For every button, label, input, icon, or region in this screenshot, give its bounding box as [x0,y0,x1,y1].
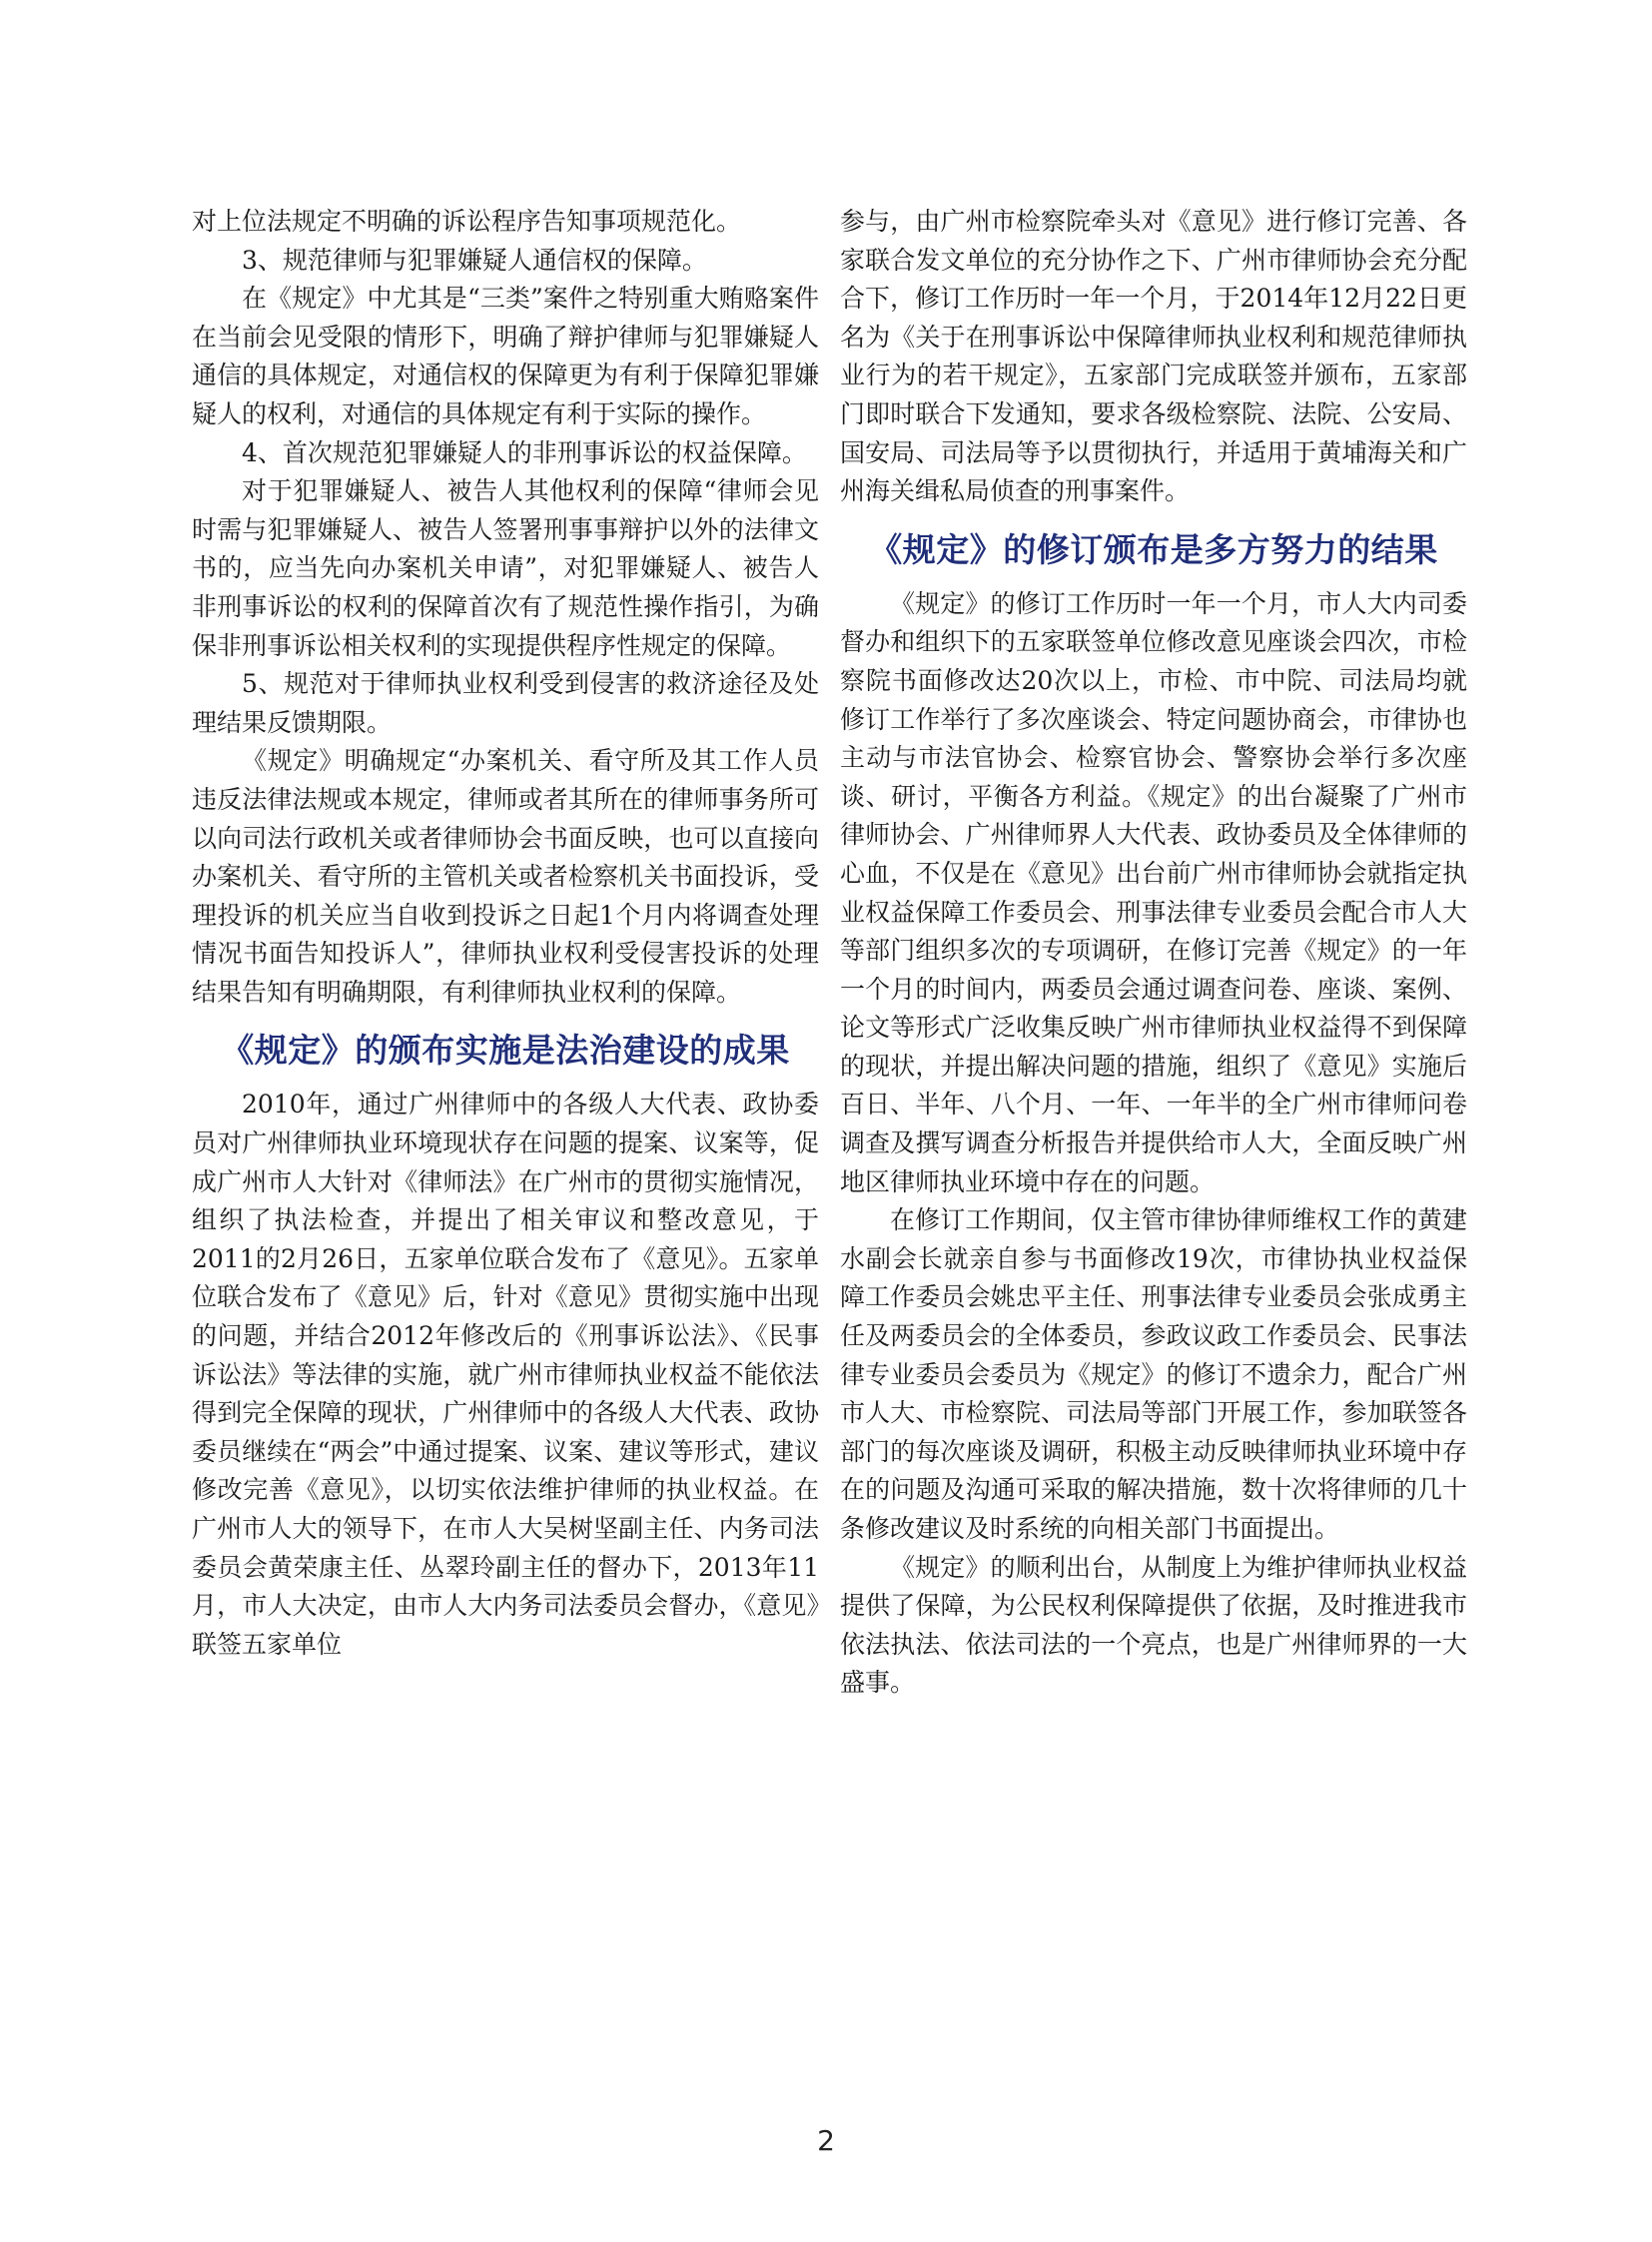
paragraph: 对于犯罪嫌疑人、被告人其他权利的保障“律师会见时需与犯罪嫌疑人、被告人签署刑事事辩护以外的法律文书的，应当先向办案机关申请”，对犯罪嫌疑人、被告人非刑事诉讼的权利的保障首次有了规范性操作指引，为确保非刑事诉讼相关权利的实现提供程序性规定的保障。 [192,476,819,660]
section-heading: 《规定》的修订颁布是多方努力的结果 [869,529,1438,569]
paragraph: 在修订工作期间，仅主管市律协律师维权工作的黄建水副会长就亲自参与书面修改19次，市律协执业权益保障工作委员会姚忠平主任、刑事法律专业委员会张成勇主任及两委员会的全体委员，参政议政工作委员会、民事法律专业委员会委员为《规定》的修订不遗余力，配合广州市人大、市检察院、司法局等部门开展工作，参加联签各部门的每次座谈及调研，积极主动反映律师执业环境中存在的问题及沟通可采取的解决措施，数十次将律师的几十条修改建议及时系统的向相关部门书面提出。 [840,1205,1467,1543]
paragraph: 4、首次规范犯罪嫌疑人的非刑事诉讼的权益保障。 [242,437,807,467]
paragraph: 参与，由广州市检察院牵头对《意见》进行修订完善、各家联合发文单位的充分协作之下、广州市律师协会充分配合下，修订工作历时一年一个月，于2014年12月22日更名为《关于在刑事诉讼中保障律师执业权利和规范律师执业行为的若干规定》，五家部门完成联签并颁布，五家部门即时联合下发通知，要求各级检察院、法院、公安局、国安局、司法局等予以贯彻执行，并适用于黄埔海关和广州海关缉私局侦查的刑事案件。 [840,207,1467,506]
paragraph: 《规定》的顺利出台，从制度上为维护律师执业权益提供了保障，为公民权利保障提供了依据，及时推进我市依法执法、依法司法的一个亮点，也是广州律师界的一大盛事。 [840,1552,1467,1698]
right-column [840,203,1467,1703]
section-heading: 《规定》的颁布实施是法治建设的成果 [221,1031,790,1071]
paragraph: 2010年，通过广州律师中的各级人大代表、政协委员对广州律师执业环境现状存在问题的提案、议案等，促成广州市人大针对《律师法》在广州市的贯彻实施情况，组织了执法检查，并提出了相关审议和整改意见，于2011的2月26日，五家单位联合发布了《意见》。五家单位联合发布了《意见》后，针对《意见》贯彻实施中出现的问题，并结合2012年修改后的《刑事诉讼法》、《民事诉讼法》等法律的实施，就广州市律师执业权益不能依法得到完全保障的现状，广州律师中的各级人大代表、政协委员继续在“两会”中通过提案、议案、建议等形式，建议修改完善《意见》，以切实依法维护律师的执业权益。在广州市人大的领导下，在市人大吴树坚副主任、内务司法委员会黄荣康主任、丛翠玲副主任的督办下，2013年11月，市人大决定，由市人大内务司法委员会督办，《意见》联签五家单位 [192,1090,819,1659]
paragraph: 《规定》的修订工作历时一年一个月，市人大内司委督办和组织下的五家联签单位修改意见座谈会四次，市检察院书面修改达20次以上，市检、市中院、司法局均就修订工作举行了多次座谈会、特定问题协商会，市律协也主动与市法官协会、检察官协会、警察协会举行多次座谈、研讨，平衡各方利益。《规定》的出台凝聚了广州市律师协会、广州律师界人大代表、政协委员及全体律师的心血，不仅是在《意见》出台前广州市律师协会就指定执业权益保障工作委员会、刑事法律专业委员会配合市人大等部门组织多次的专项调研，在修订完善《规定》的一年一个月的时间内，两委员会通过调查问卷、座谈、案例、论文等形式广泛收集反映广州市律师执业权益得不到保障的现状，并提出解决问题的措施，组织了《意见》实施后百日、半年、八个月、一年、一年半的全广州市律师问卷调查及撰写调查分析报告并提供给市人大，全面反映广州地区律师执业环境中存在的问题。 [840,588,1467,1196]
paragraph: 3、规范律师与犯罪嫌疑人通信权的保障。 [242,245,707,275]
paragraph: 对上位法规定不明确的诉讼程序告知事项规范化。 [192,207,742,236]
page-number: 2 [817,2124,835,2157]
paragraph: 在《规定》中尤其是“三类”案件之特别重大贿赂案件在当前会见受限的情形下，明确了辩护律师与犯罪嫌疑人通信的具体规定，对通信权的保障更为有利于保障犯罪嫌疑人的权利，对通信的具体规定有利于实际的操作。 [192,284,819,428]
left-column [192,203,819,1664]
paragraph: 5、规范对于律师执业权利受到侵害的救济途径及处理结果反馈期限。 [192,669,819,737]
paragraph: 《规定》明确规定“办案机关、看守所及其工作人员违反法律法规或本规定，律师或者其所在的律师事务所可以向司法行政机关或者律师协会书面反映，也可以直接向办案机关、看守所的主管机关或者检察机关书面投诉，受理投诉的机关应当自收到投诉之日起1个月内将调查处理情况书面告知投诉人”，律师执业权利受侵害投诉的处理结果告知有明确期限，有利律师执业权利的保障。 [192,746,819,1007]
